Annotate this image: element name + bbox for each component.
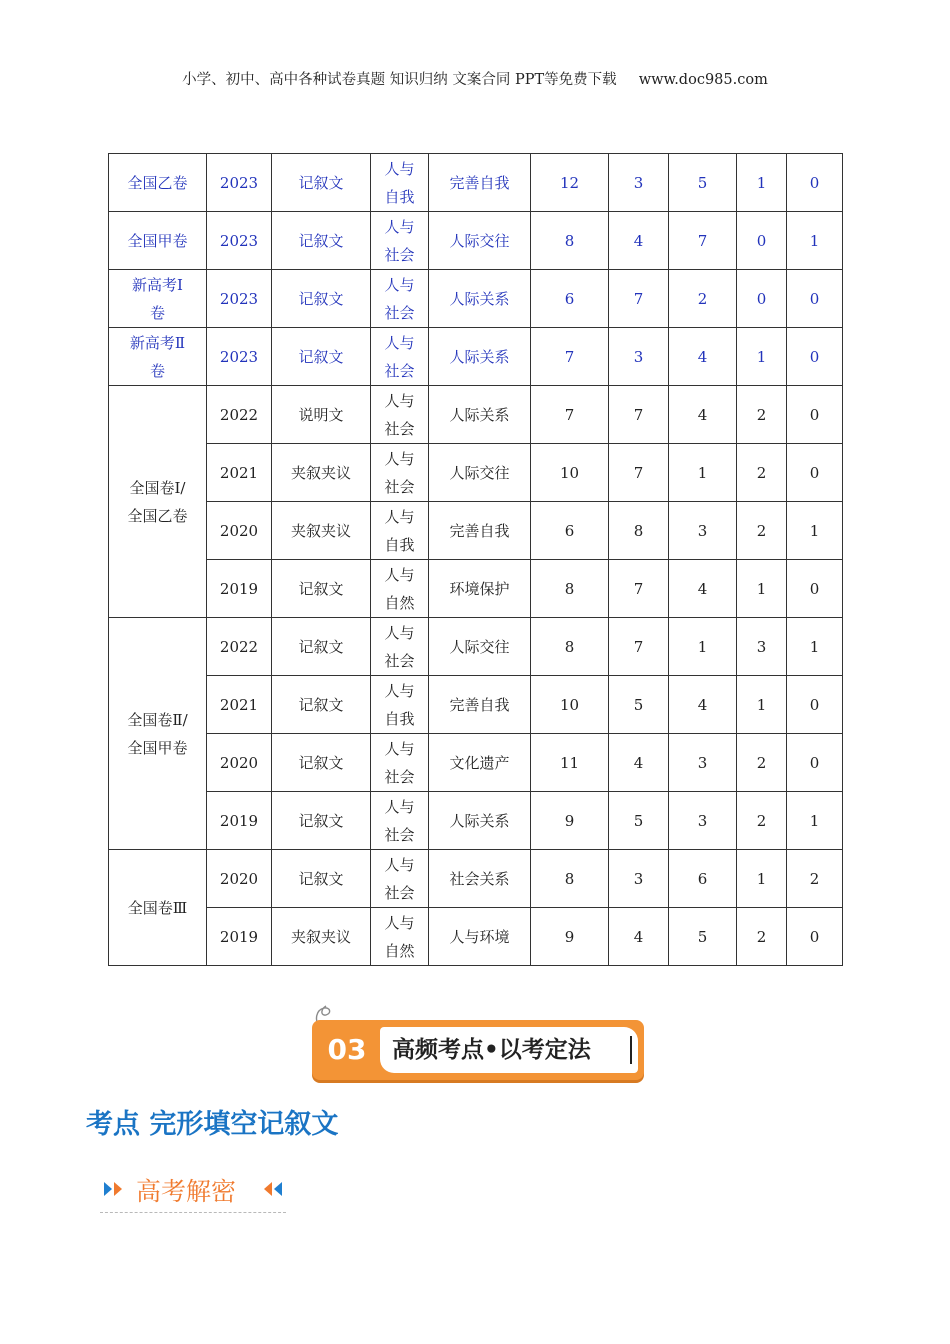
exam-group-cell-line: 全国卷Ⅲ xyxy=(127,898,188,917)
table-row xyxy=(109,618,843,676)
theme-cell-line: 社会 xyxy=(384,245,415,264)
section-banner xyxy=(312,1000,646,1082)
theme-cell-line: 人与 xyxy=(384,449,415,468)
theme-cell xyxy=(371,676,429,734)
count-cell: 1 xyxy=(787,618,843,676)
page-header xyxy=(0,68,950,89)
count-cell: 1 xyxy=(669,444,737,502)
banner-number: 03 xyxy=(327,1033,367,1066)
theme-cell xyxy=(371,618,429,676)
count-cell: 0 xyxy=(787,328,843,386)
theme-cell xyxy=(371,386,429,444)
subhead xyxy=(100,1170,290,1214)
table-row xyxy=(109,734,843,792)
header-text: 小学、初中、高中各种试卷真题 知识归纳 文案合同 PPT等免费下载 xyxy=(182,72,617,88)
exam-name-cell: 全国甲卷 xyxy=(109,212,207,270)
theme-cell-line: 人与 xyxy=(384,565,415,584)
count-cell: 7 xyxy=(669,212,737,270)
count-cell: 0 xyxy=(787,444,843,502)
count-cell: 8 xyxy=(531,618,609,676)
exam-name-cell xyxy=(109,270,207,328)
theme-cell-line: 社会 xyxy=(384,767,415,786)
topic-cell: 完善自我 xyxy=(429,676,531,734)
theme-cell-line: 自我 xyxy=(384,187,415,206)
topic-cell: 完善自我 xyxy=(429,502,531,560)
theme-cell xyxy=(371,444,429,502)
topic-cell: 完善自我 xyxy=(429,154,531,212)
table-row xyxy=(109,154,843,212)
count-cell: 8 xyxy=(531,850,609,908)
count-cell: 4 xyxy=(609,734,669,792)
theme-cell-line: 人与 xyxy=(384,681,415,700)
double-chevron-left-icon xyxy=(260,1180,286,1198)
count-cell: 0 xyxy=(787,386,843,444)
genre-cell: 记叙文 xyxy=(272,734,371,792)
count-cell: 1 xyxy=(737,560,787,618)
count-cell: 7 xyxy=(531,328,609,386)
year-cell: 2020 xyxy=(207,734,272,792)
theme-cell xyxy=(371,560,429,618)
genre-cell: 记叙文 xyxy=(272,212,371,270)
count-cell: 7 xyxy=(609,618,669,676)
genre-cell: 说明文 xyxy=(272,386,371,444)
table-row xyxy=(109,444,843,502)
exam-group-cell-line: 全国甲卷 xyxy=(127,738,188,757)
genre-cell: 记叙文 xyxy=(272,270,371,328)
count-cell: 2 xyxy=(737,734,787,792)
exam-name-cell: 全国乙卷 xyxy=(109,154,207,212)
year-cell: 2019 xyxy=(207,792,272,850)
theme-cell-line: 社会 xyxy=(384,303,415,322)
count-cell: 1 xyxy=(787,792,843,850)
genre-cell: 夹叙夹议 xyxy=(272,502,371,560)
topic-cell: 人际交往 xyxy=(429,212,531,270)
double-chevron-right-icon xyxy=(102,1180,128,1198)
genre-cell: 夹叙夹议 xyxy=(272,908,371,966)
theme-cell-line: 人与 xyxy=(384,623,415,642)
theme-cell xyxy=(371,792,429,850)
exam-name-cell-line: 新高考Ⅰ xyxy=(132,275,183,294)
count-cell: 9 xyxy=(531,908,609,966)
table-row xyxy=(109,270,843,328)
count-cell: 5 xyxy=(669,908,737,966)
count-cell: 0 xyxy=(787,560,843,618)
theme-cell xyxy=(371,908,429,966)
count-cell: 5 xyxy=(609,676,669,734)
text-cursor xyxy=(630,1036,632,1064)
topic-cell: 人际交往 xyxy=(429,444,531,502)
theme-cell-line: 自我 xyxy=(384,709,415,728)
count-cell: 8 xyxy=(531,560,609,618)
count-cell: 4 xyxy=(609,908,669,966)
year-cell: 2023 xyxy=(207,212,272,270)
count-cell: 0 xyxy=(787,154,843,212)
theme-cell-line: 社会 xyxy=(384,883,415,902)
genre-cell: 记叙文 xyxy=(272,560,371,618)
count-cell: 0 xyxy=(787,676,843,734)
count-cell: 3 xyxy=(669,502,737,560)
count-cell: 2 xyxy=(737,502,787,560)
topic-cell: 环境保护 xyxy=(429,560,531,618)
table-row xyxy=(109,386,843,444)
count-cell: 3 xyxy=(609,328,669,386)
count-cell: 1 xyxy=(669,618,737,676)
theme-cell-line: 人与 xyxy=(384,333,415,352)
count-cell: 2 xyxy=(737,908,787,966)
count-cell: 4 xyxy=(669,328,737,386)
count-cell: 2 xyxy=(737,792,787,850)
theme-cell xyxy=(371,328,429,386)
count-cell: 1 xyxy=(737,154,787,212)
year-cell: 2023 xyxy=(207,328,272,386)
count-cell: 1 xyxy=(737,850,787,908)
count-cell: 6 xyxy=(669,850,737,908)
year-cell: 2023 xyxy=(207,270,272,328)
count-cell: 2 xyxy=(737,444,787,502)
topic-cell: 人际交往 xyxy=(429,618,531,676)
theme-cell xyxy=(371,154,429,212)
year-cell: 2020 xyxy=(207,502,272,560)
genre-cell: 记叙文 xyxy=(272,676,371,734)
count-cell: 8 xyxy=(531,212,609,270)
section-title: 考点 完形填空记叙文 xyxy=(86,1109,339,1140)
table-row xyxy=(109,560,843,618)
count-cell: 6 xyxy=(531,502,609,560)
count-cell: 0 xyxy=(737,212,787,270)
exam-name-cell xyxy=(109,328,207,386)
theme-cell-line: 人与 xyxy=(384,797,415,816)
theme-cell xyxy=(371,212,429,270)
theme-cell-line: 自然 xyxy=(384,593,415,612)
year-cell: 2019 xyxy=(207,908,272,966)
count-cell: 1 xyxy=(737,676,787,734)
theme-cell-line: 人与 xyxy=(384,507,415,526)
count-cell: 7 xyxy=(609,270,669,328)
theme-cell-line: 人与 xyxy=(384,739,415,758)
topic-cell: 人际关系 xyxy=(429,792,531,850)
dashed-divider xyxy=(100,1212,286,1213)
exam-name-cell-line: 卷 xyxy=(149,303,165,322)
exam-group-cell xyxy=(109,618,207,850)
table-body xyxy=(109,154,843,966)
count-cell: 4 xyxy=(609,212,669,270)
count-cell: 7 xyxy=(531,386,609,444)
count-cell: 2 xyxy=(737,386,787,444)
exam-group-cell-line: 全国卷Ⅰ/ xyxy=(129,478,186,497)
genre-cell: 记叙文 xyxy=(272,328,371,386)
count-cell: 10 xyxy=(531,444,609,502)
topic-cell: 人际关系 xyxy=(429,270,531,328)
count-cell: 3 xyxy=(609,850,669,908)
count-cell: 2 xyxy=(669,270,737,328)
exam-name-cell-line: 卷 xyxy=(149,361,165,380)
topic-cell: 人际关系 xyxy=(429,328,531,386)
count-cell: 9 xyxy=(531,792,609,850)
count-cell: 0 xyxy=(787,734,843,792)
genre-cell: 记叙文 xyxy=(272,618,371,676)
table-row xyxy=(109,212,843,270)
count-cell: 0 xyxy=(787,908,843,966)
year-cell: 2019 xyxy=(207,560,272,618)
table-row xyxy=(109,502,843,560)
topic-cell: 人与环境 xyxy=(429,908,531,966)
theme-cell-line: 社会 xyxy=(384,419,415,438)
count-cell: 1 xyxy=(787,212,843,270)
theme-cell-line: 自我 xyxy=(384,535,415,554)
count-cell: 10 xyxy=(531,676,609,734)
table-row xyxy=(109,328,843,386)
theme-cell xyxy=(371,850,429,908)
theme-cell-line: 社会 xyxy=(384,477,415,496)
theme-cell xyxy=(371,502,429,560)
genre-cell: 夹叙夹议 xyxy=(272,444,371,502)
count-cell: 3 xyxy=(669,792,737,850)
count-cell: 4 xyxy=(669,676,737,734)
count-cell: 3 xyxy=(737,618,787,676)
exam-group-cell xyxy=(109,850,207,966)
year-cell: 2021 xyxy=(207,444,272,502)
exam-group-cell-line: 全国乙卷 xyxy=(127,506,188,525)
theme-cell-line: 人与 xyxy=(384,913,415,932)
table-row xyxy=(109,676,843,734)
theme-cell-line: 人与 xyxy=(384,391,415,410)
topic-cell: 社会关系 xyxy=(429,850,531,908)
count-cell: 4 xyxy=(669,560,737,618)
theme-cell-line: 社会 xyxy=(384,651,415,670)
topic-cell: 人际关系 xyxy=(429,386,531,444)
header-site: www.doc985.com xyxy=(638,72,768,88)
exam-group-cell xyxy=(109,386,207,618)
exam-name-cell-line: 新高考Ⅱ xyxy=(129,333,186,352)
year-cell: 2022 xyxy=(207,386,272,444)
year-cell: 2023 xyxy=(207,154,272,212)
count-cell: 12 xyxy=(531,154,609,212)
theme-cell xyxy=(371,270,429,328)
count-cell: 4 xyxy=(669,386,737,444)
year-cell: 2020 xyxy=(207,850,272,908)
count-cell: 2 xyxy=(787,850,843,908)
theme-cell-line: 人与 xyxy=(384,275,415,294)
table-row xyxy=(109,908,843,966)
count-cell: 5 xyxy=(669,154,737,212)
count-cell: 6 xyxy=(531,270,609,328)
count-cell: 1 xyxy=(737,328,787,386)
theme-cell-line: 自然 xyxy=(384,941,415,960)
theme-cell-line: 人与 xyxy=(384,855,415,874)
theme-cell-line: 社会 xyxy=(384,825,415,844)
count-cell: 0 xyxy=(787,270,843,328)
count-cell: 7 xyxy=(609,386,669,444)
theme-cell-line: 人与 xyxy=(384,159,415,178)
subhead-text: 高考解密 xyxy=(136,1177,237,1206)
theme-cell-line: 人与 xyxy=(384,217,415,236)
genre-cell: 记叙文 xyxy=(272,154,371,212)
count-cell: 5 xyxy=(609,792,669,850)
banner-label: 高频考点•以考定法 xyxy=(392,1037,591,1063)
count-cell: 8 xyxy=(609,502,669,560)
exam-analysis-table xyxy=(108,153,843,966)
count-cell: 0 xyxy=(737,270,787,328)
count-cell: 3 xyxy=(609,154,669,212)
count-cell: 7 xyxy=(609,560,669,618)
count-cell: 3 xyxy=(669,734,737,792)
year-cell: 2022 xyxy=(207,618,272,676)
year-cell: 2021 xyxy=(207,676,272,734)
count-cell: 11 xyxy=(531,734,609,792)
genre-cell: 记叙文 xyxy=(272,850,371,908)
theme-cell xyxy=(371,734,429,792)
count-cell: 7 xyxy=(609,444,669,502)
table-row xyxy=(109,850,843,908)
genre-cell: 记叙文 xyxy=(272,792,371,850)
theme-cell-line: 社会 xyxy=(384,361,415,380)
topic-cell: 文化遗产 xyxy=(429,734,531,792)
count-cell: 1 xyxy=(787,502,843,560)
table-row xyxy=(109,792,843,850)
exam-group-cell-line: 全国卷Ⅱ/ xyxy=(127,710,188,729)
